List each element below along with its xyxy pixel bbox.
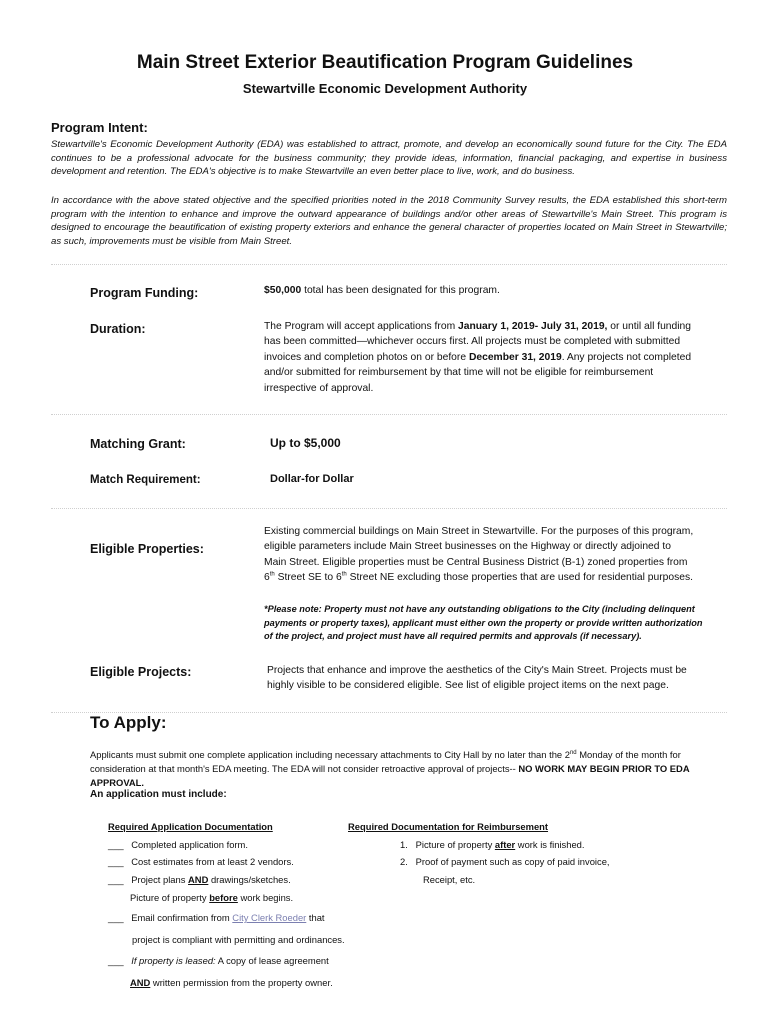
checklist-text: Email confirmation from (131, 912, 233, 923)
checklist-text: If property is leased: (131, 955, 216, 966)
superscript: th (341, 571, 347, 578)
eligible-properties-line (264, 570, 714, 585)
application-documentation-header: Required Application Documentation (108, 821, 273, 832)
reimbursement-text: work is finished. (515, 839, 585, 850)
duration-dates: January 1, 2019- July 31, 2019, (458, 321, 608, 332)
eligible-projects-label: Eligible Projects: (90, 665, 192, 679)
checkbox-blank: ___ (108, 839, 124, 850)
eligible-properties-text (264, 524, 714, 586)
text-part: Applicants must submit one complete application including necessary attachments to City Hall by no later than the 2 (90, 749, 570, 760)
no-work-warning: NO WORK MAY BEGIN PRIOR TO EDA APPROVAL. (90, 763, 690, 788)
reimbursement-item (400, 838, 584, 851)
checkbox-blank: ___ (108, 856, 124, 867)
funding-text: total has been designated for this program. (301, 285, 500, 296)
apply-instructions (90, 748, 730, 790)
emphasis: AND (130, 977, 151, 988)
funding-amount: $50,000 (264, 285, 302, 296)
eligible-properties-line: Existing commercial buildings on Main Street in Stewartville. For the purposes of this program, (264, 526, 694, 537)
matching-grant-label: Matching Grant: (90, 437, 186, 451)
emphasis: AND (188, 874, 209, 885)
duration-text-part: . Any projects not completed and/or submitted for reimbursement by that time will not be eligible for reimbursement irrespective of approval. (264, 351, 692, 394)
item-number: 1. (400, 839, 408, 850)
eligible-properties-line: Main Street. Eligible properties must be Central Business District (B-1) zoned properties from (264, 556, 688, 568)
superscript: nd (569, 749, 577, 756)
checklist-item (108, 855, 294, 868)
program-intent-paragraph-2: In accordance with the above stated objective and the specified priorities noted in the 2018 Community Survey results, the EDA established this short-term program with the intention to enhance and improve the outward appearance of buildings and/or other areas of Stewartville's Main Street. This program is designed to encourage the beautification of existing property exteriors and enhance the general character of properties located on Main Street in Stewartville; as such, improvements must be visible from Main Street. (51, 195, 727, 247)
emphasis: before (209, 892, 238, 903)
reimbursement-text: Proof of payment such as copy of paid invoice, (415, 856, 610, 867)
text-part: Monday of the month for consideration at that month's EDA meeting. The EDA will not consider retroactive approval of projects-- (90, 749, 681, 774)
duration-label: Duration: (90, 322, 146, 336)
duration-text-part: The Program will accept applications from (264, 321, 459, 332)
checklist-text: Completed application form. (131, 839, 248, 850)
checkbox-blank: ___ (108, 874, 124, 885)
reimbursement-text: Picture of property (415, 839, 495, 850)
checklist-item (108, 873, 291, 886)
eligible-properties-line: eligible parameters include Main Street businesses on the Highway or directly adjoined to (264, 541, 671, 553)
text-part: Street SE to 6 (274, 572, 342, 584)
duration-deadline: December 31, 2019 (468, 351, 562, 363)
checklist-item-continued: project is compliant with permitting and ordinances. (132, 934, 345, 945)
checklist-item-continued (130, 976, 333, 989)
city-clerk-link[interactable]: City Clerk Roeder (232, 912, 307, 923)
text-part: Street NE excluding those properties that are used for residential purposes. (346, 572, 694, 584)
checklist-text: Picture of property (130, 892, 210, 903)
application-must-include: An application must include: (90, 789, 227, 800)
divider (51, 508, 727, 509)
document-subtitle: Stewartville Economic Development Authority (242, 81, 528, 96)
checklist-text: written permission from the property owner. (150, 977, 333, 988)
superscript: th (269, 571, 275, 578)
text-part: 6 (264, 572, 270, 584)
match-requirement-value: Dollar-for Dollar (270, 473, 354, 485)
reimbursement-item-continued: Receipt, etc. (423, 874, 476, 885)
duration-text (264, 319, 704, 396)
reimbursement-item (400, 855, 610, 868)
checklist-item (108, 911, 325, 924)
checklist-item (108, 954, 329, 967)
divider (51, 414, 727, 415)
checklist-text: drawings/sketches. (208, 874, 291, 885)
divider (51, 264, 727, 265)
program-intent-heading: Program Intent: (51, 120, 148, 135)
checklist-text: Cost estimates from at least 2 vendors. (131, 856, 294, 867)
program-funding-value (264, 283, 500, 298)
checklist-item (108, 838, 248, 851)
property-note: *Please note: Property must not have any outstanding obligations to the City (including delinquent payments or property taxes), applicant must either own the property or provide written authorization of the project, and project must have all required permits and approvals (if necessary). (264, 604, 703, 641)
checklist-item (130, 891, 293, 904)
document-title: Main Street Exterior Beautification Program Guidelines (136, 52, 634, 73)
checklist-text: A copy of lease agreement (215, 955, 329, 966)
program-intent-paragraph-1: Stewartville's Economic Development Authority (EDA) was established to attract, promote, and develop an economically sound future for the City. The EDA continues to be a professional advocate for the business community; they provide ideas, information, financial packaging, and expertise in business development and retention. The EDA's objective is to make Stewartville an even better place to live, work, and do business. (51, 139, 727, 178)
checklist-text: that (306, 912, 325, 923)
item-number: 2. (400, 856, 408, 867)
eligible-properties-label: Eligible Properties: (90, 542, 204, 556)
matching-grant-value: Up to $5,000 (270, 436, 341, 450)
checklist-text: work begins. (237, 892, 294, 903)
eligible-projects-text: Projects that enhance and improve the aesthetics of the City's Main Street. Projects must be highly visible to be considered eligible. See list of eligible project items on the next page. (267, 665, 687, 692)
to-apply-heading: To Apply: (90, 713, 167, 732)
emphasis: after (494, 839, 516, 850)
program-funding-label: Program Funding: (90, 286, 199, 300)
match-requirement-label: Match Requirement: (90, 474, 201, 486)
checkbox-blank: ___ (108, 912, 124, 923)
checkbox-blank: ___ (108, 955, 124, 966)
duration-text-part: or until all funding has been committed—whichever occurs first. All projects must be completed with submitted invoices and completion photos on or before (264, 321, 691, 363)
checklist-text: Project plans (131, 874, 189, 885)
reimbursement-documentation-header: Required Documentation for Reimbursement (348, 821, 549, 832)
